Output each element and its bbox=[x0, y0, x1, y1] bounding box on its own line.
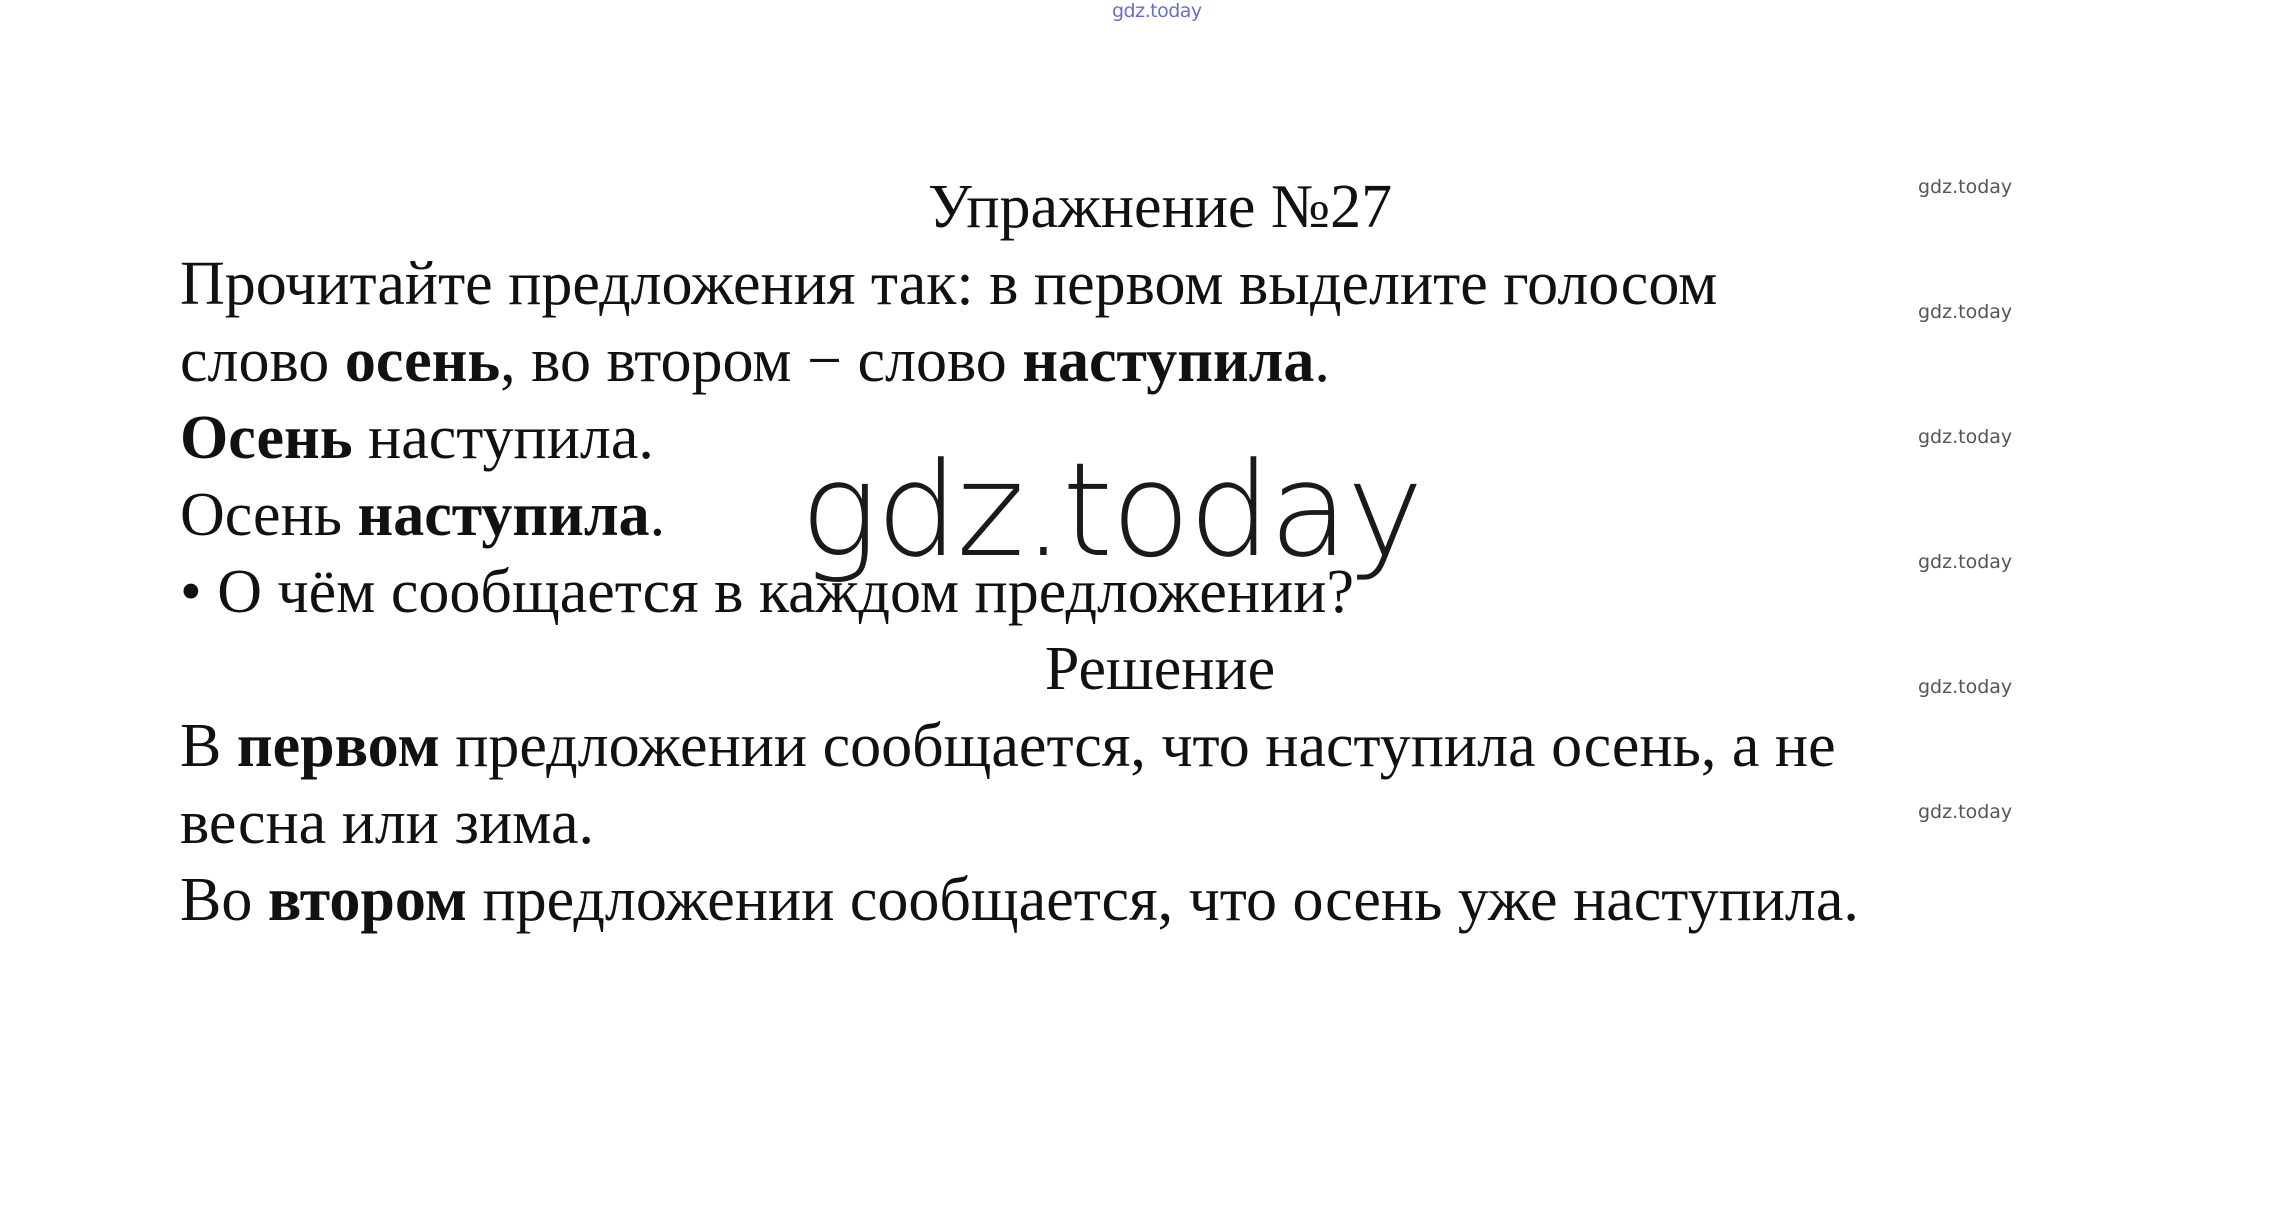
task-text-line1: Прочитайте предложения так: в первом выделите голосом bbox=[180, 250, 1718, 318]
watermark-side: gdz.today bbox=[1918, 176, 2013, 198]
task-text-line2: слово осень, во втором − слово наступила. bbox=[180, 327, 1330, 395]
solution-paragraph-1: В первом предложении сообщается, что наступила осень, а не bbox=[180, 712, 1836, 780]
watermark-side: gdz.today bbox=[1918, 551, 2013, 573]
watermark-side: gdz.today bbox=[1918, 676, 2013, 698]
exercise-title: Упражнение №27 bbox=[927, 173, 1393, 241]
example-sentence-1: Осень наступила. bbox=[180, 404, 654, 472]
watermark-side: gdz.today bbox=[1918, 801, 2013, 823]
watermark-side: gdz.today bbox=[1918, 426, 2013, 448]
example-sentence-2: Осень наступила. bbox=[180, 481, 666, 549]
watermark-side: gdz.today bbox=[1918, 301, 2013, 323]
task-question: • О чём сообщается в каждом предложении? bbox=[180, 558, 1354, 626]
watermark-large: gdz.today bbox=[800, 434, 1422, 586]
watermark-top: gdz.today bbox=[1112, 0, 1202, 22]
solution-paragraph-2: Во втором предложении сообщается, что осень уже наступила. bbox=[180, 866, 1859, 934]
solution-heading: Решение bbox=[1044, 635, 1276, 703]
solution-paragraph-1-cont: весна или зима. bbox=[180, 789, 594, 857]
